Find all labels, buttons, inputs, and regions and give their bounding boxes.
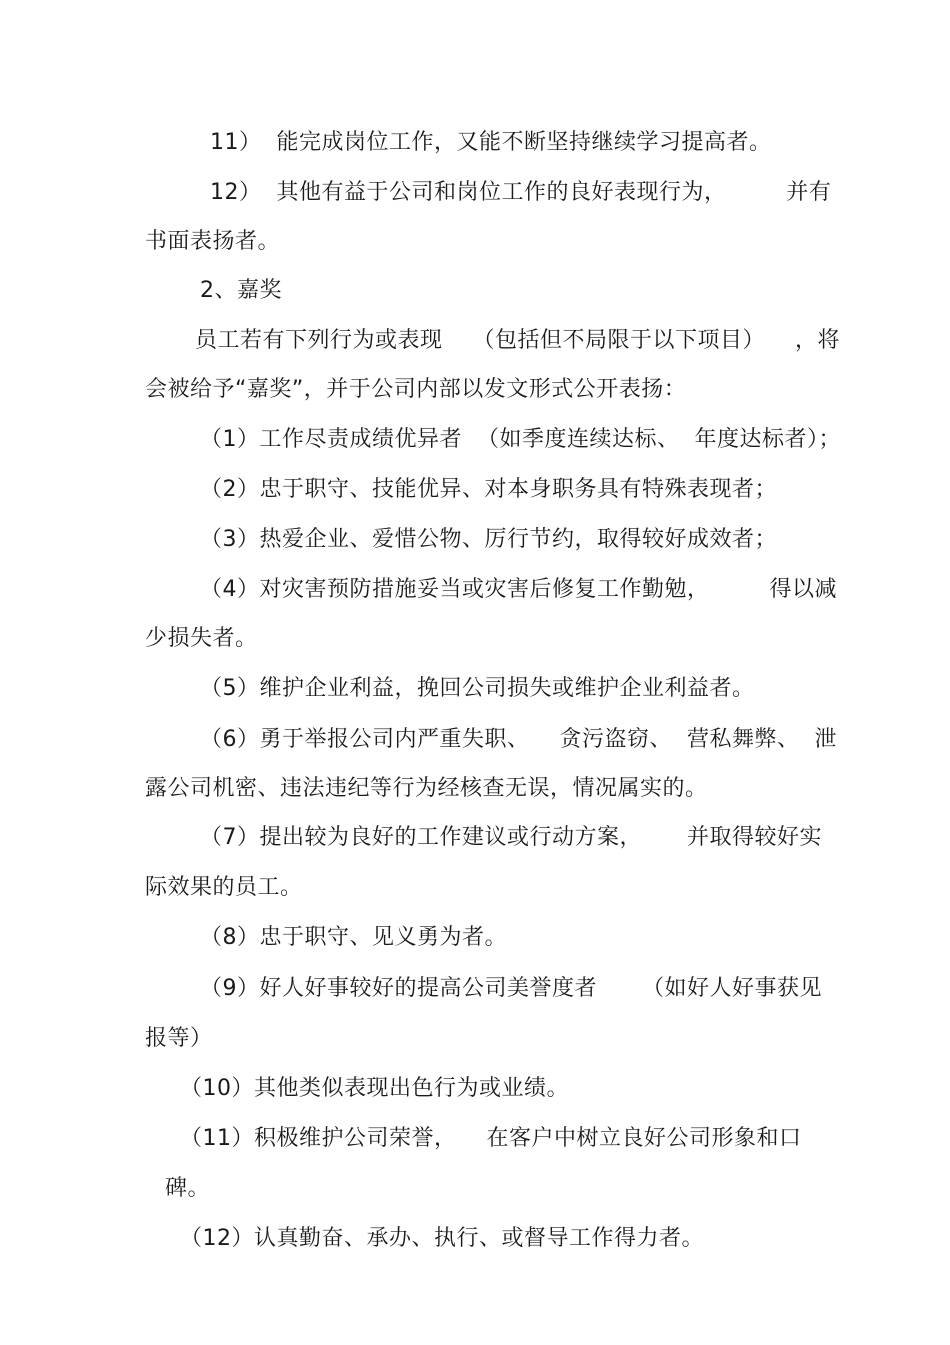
list-item: （6）勇于举报公司内严重失职、 贪污盗窃、 营私舞弊、 泄 xyxy=(200,727,837,752)
list-item: （7）提出较为良好的工作建议或行动方案， 并取得较好实 xyxy=(200,825,822,850)
text-line: 员工若有下列行为或表现 （包括但不局限于以下项目） ，将 xyxy=(195,328,840,353)
section-heading: 2、嘉奖 xyxy=(200,278,282,303)
list-item: （3）热爱企业、爱惜公物、厉行节约，取得较好成效者； xyxy=(200,527,777,552)
text-line: 会被给予“嘉奖”，并于公司内部以发文形式公开表扬： xyxy=(145,377,687,402)
list-item: （5）维护企业利益，挽回公司损失或维护企业利益者。 xyxy=(200,676,755,701)
list-item: （8）忠于职守、见义勇为者。 xyxy=(200,925,507,950)
text-line: 碑。 xyxy=(165,1176,211,1201)
text-line: 报等） xyxy=(145,1026,213,1051)
list-item: （9）好人好事较好的提高公司美誉度者 （如好人好事获见 xyxy=(200,976,822,1001)
list-item: （4）对灾害预防措施妥当或灾害后修复工作勤勉， 得以减 xyxy=(200,577,837,602)
list-item: （12）认真勤奋、承办、执行、或督导工作得力者。 xyxy=(180,1226,704,1251)
list-item: （10）其他类似表现出色行为或业绩。 xyxy=(180,1076,569,1101)
text-line: 12） 其他有益于公司和岗位工作的良好表现行为， 并有 xyxy=(210,180,832,205)
text-line: 11） 能完成岗位工作，又能不断坚持继续学习提高者。 xyxy=(210,130,772,155)
text-line: 际效果的员工。 xyxy=(145,875,303,900)
text-line: 书面表扬者。 xyxy=(145,229,281,254)
text-line: 少损失者。 xyxy=(145,626,258,651)
list-item: （1）工作尽责成绩优异者 （如季度连续达标、 年度达标者）； xyxy=(200,427,841,452)
list-item: （11）积极维护公司荣誉， 在客户中树立良好公司形象和口 xyxy=(180,1126,802,1151)
list-item: （2）忠于职守、技能优异、对本身职务具有特殊表现者； xyxy=(200,477,777,502)
text-line: 露公司机密、违法违纪等行为经核查无误，情况属实的。 xyxy=(145,776,708,801)
